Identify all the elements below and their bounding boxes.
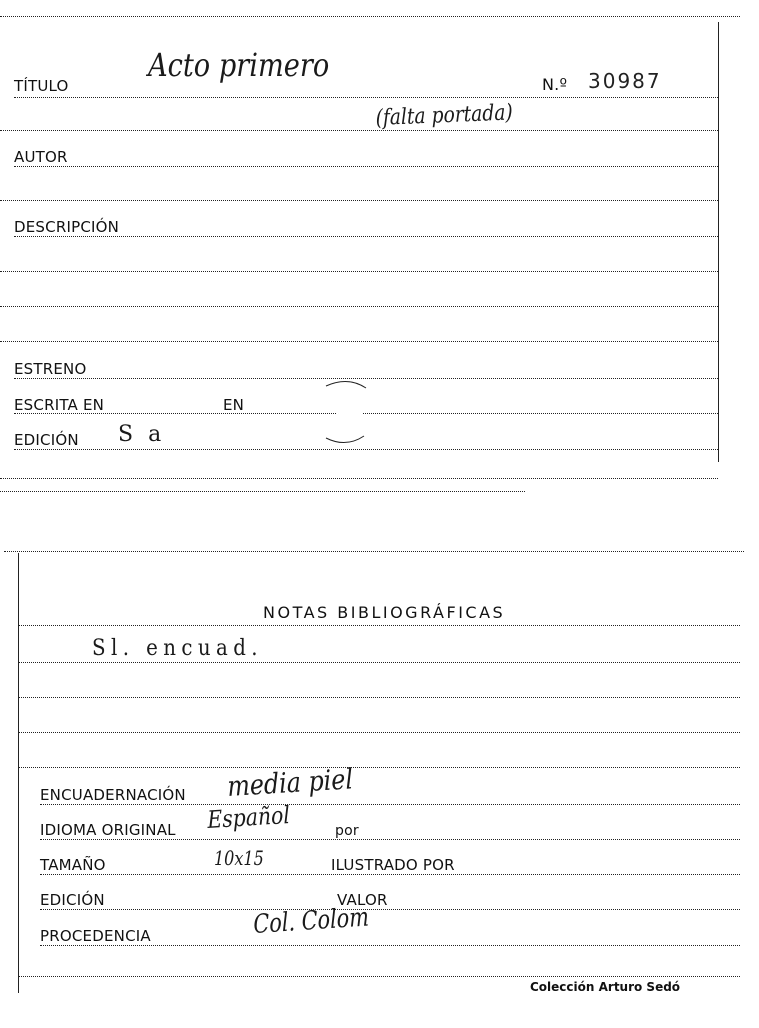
note-value: (falta portada) [375, 100, 514, 131]
top-card-top-edge [0, 16, 740, 17]
rule-b4 [18, 732, 740, 733]
idioma-rule [40, 839, 740, 840]
rule-4 [0, 200, 718, 201]
en-label: EN [223, 396, 245, 414]
collection-footer: Colección Arturo Sedó [530, 980, 681, 994]
valor-label: VALOR [337, 891, 388, 909]
bottom-card-left-edge [18, 553, 19, 993]
procedencia-value: Col. Colom [252, 902, 370, 940]
rule-7 [0, 306, 718, 307]
numero-label: N.º [542, 75, 568, 94]
edicion-b-rule [40, 909, 740, 910]
tamano-rule [40, 874, 740, 875]
rule-b2 [18, 662, 740, 663]
edicion-value: S a [118, 422, 166, 447]
ilustrado-label: ILUSTRADO POR [331, 856, 455, 874]
descripcion-rule [14, 236, 718, 237]
tamano-label: TAMAÑO [40, 856, 106, 874]
rule-b5 [18, 767, 740, 768]
rule-6 [0, 271, 718, 272]
punch-hole-mark [318, 378, 380, 446]
notas-bibliograficas-title: NOTAS BIBLIOGRÁFICAS [263, 603, 506, 622]
titulo-value: Acto primero [148, 46, 330, 84]
procedencia-rule [40, 945, 740, 946]
descripcion-label: DESCRIPCIÓN [14, 218, 120, 236]
top-card-right-edge [718, 22, 719, 462]
escrita-en-label: ESCRITA EN [14, 396, 105, 414]
tamano-value: 10x15 [214, 846, 264, 870]
rule-bottom-1 [0, 478, 718, 479]
bottom-card-top-edge [4, 551, 744, 552]
autor-label: AUTOR [14, 148, 68, 166]
titulo-rule [14, 97, 718, 98]
estreno-label: ESTRENO [14, 360, 87, 378]
rule-b3 [18, 697, 740, 698]
notes-value: Sl. encuad. [92, 636, 263, 661]
numero-value: 30987 [588, 69, 662, 93]
procedencia-label: PROCEDENCIA [40, 927, 151, 945]
rule-b-last [18, 976, 740, 977]
encuadernacion-rule [40, 804, 740, 805]
edicion-label: EDICIÓN [14, 431, 79, 449]
edicion-b-label: EDICIÓN [40, 891, 105, 909]
idioma-value: Español [206, 800, 291, 834]
idioma-label: IDIOMA ORIGINAL [40, 821, 176, 839]
edicion-rule [14, 449, 718, 450]
titulo-label: TÍTULO [14, 77, 69, 95]
rule-bottom-2 [0, 491, 525, 492]
autor-rule [14, 166, 718, 167]
encuadernacion-label: ENCUADERNACIÓN [40, 786, 186, 804]
por-label: por [335, 823, 359, 839]
rule-8 [0, 341, 718, 342]
rule-2 [0, 130, 718, 131]
notas-rule [18, 625, 740, 626]
encuadernacion-value: media piel [226, 762, 354, 803]
